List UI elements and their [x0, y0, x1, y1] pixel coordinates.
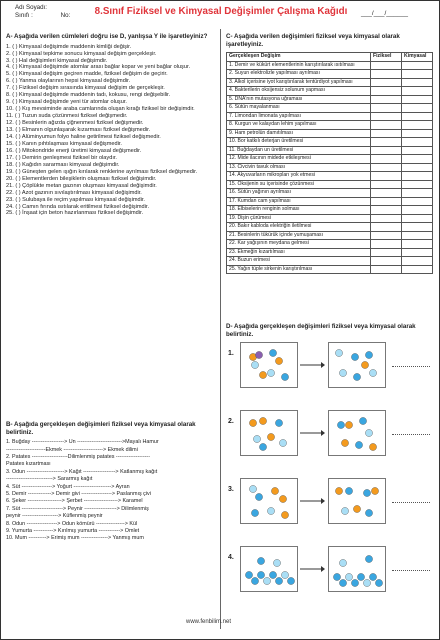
atom-particle — [339, 370, 346, 377]
diagram-number: 1. — [228, 350, 234, 358]
change-cell: 2. Suyun elektrolizle yapılması ayrılması — [227, 70, 371, 79]
atom-particle — [259, 372, 266, 379]
statement-item: 5. ( ) Kimyasal değişim geçiren madde, fiziksel değişim de geçirir. — [6, 71, 168, 78]
atom-particle — [363, 490, 370, 497]
after-particle-box — [328, 342, 386, 388]
physical-answer-cell[interactable] — [371, 146, 402, 155]
atom-particle — [255, 494, 262, 501]
change-chain-line: Patates kızartması — [6, 461, 51, 468]
chemical-answer-cell[interactable] — [402, 129, 433, 138]
change-cell: 25. Yağın tüple sirkenin karıştırılması — [227, 265, 371, 274]
atom-particle — [255, 352, 262, 359]
statement-item: 6. ( ) Yanma olaylarının hepsi kimyasal değişimdir. — [6, 78, 131, 85]
change-chain-line: 7. Süt -----------------------> Peynir ------------------> Dilimlenmiş — [6, 505, 149, 512]
atom-particle — [281, 572, 288, 579]
site-url: www.fenbilim.net — [186, 619, 232, 625]
date-field: ___/___/______ — [361, 10, 408, 17]
statement-item: 1. ( ) Kimyasal değişimde maddenin kimliği değişir. — [6, 43, 132, 50]
chemical-answer-cell[interactable] — [402, 265, 433, 274]
statement-item: 16. ( ) Mitokondride enerji üretimi kimyasal değişmedir. — [6, 147, 142, 154]
change-cell: 19. Dişin çürümesi — [227, 214, 371, 223]
arrow-right-icon — [299, 564, 326, 574]
physical-answer-cell[interactable] — [371, 121, 402, 130]
physical-answer-cell[interactable] — [371, 61, 402, 70]
change-chain-line: 1. Buğday ------------------> Un ------------------------->Mayalı Hamur — [6, 439, 159, 446]
col-change-header: Gerçekleşen Değişim — [227, 53, 371, 62]
atom-particle — [369, 574, 376, 581]
table-row — [227, 189, 433, 198]
class-label: Sınıfı : — [15, 12, 33, 19]
after-particle-box — [328, 478, 386, 524]
atom-particle — [251, 362, 258, 369]
diagram-row — [226, 410, 433, 468]
particle-diagram — [329, 411, 385, 455]
atom-particle — [251, 578, 258, 585]
before-particle-box — [240, 478, 298, 524]
physical-answer-cell[interactable] — [371, 206, 402, 215]
physical-answer-cell[interactable] — [371, 104, 402, 113]
atom-particle — [365, 510, 372, 517]
physical-answer-cell[interactable] — [371, 214, 402, 223]
table-row — [227, 121, 433, 130]
chemical-answer-cell[interactable] — [402, 231, 433, 240]
atom-particle — [339, 580, 346, 587]
change-cell: 17. Kumdan cam yapılması — [227, 197, 371, 206]
atom-particle — [353, 374, 360, 381]
physical-answer-cell[interactable] — [371, 129, 402, 138]
atom-particle — [253, 436, 260, 443]
atom-particle — [341, 440, 348, 447]
change-cell: 16. Sütün yağının ayrılması — [227, 189, 371, 198]
table-row — [227, 95, 433, 104]
physical-answer-cell[interactable] — [371, 70, 402, 79]
statement-item: 10. ( ) Kış mevsiminde araba camlarında oluşan kırağı fiziksel bir değişimdir. — [6, 106, 195, 113]
atom-particle — [257, 558, 264, 565]
arrow-right-icon — [299, 428, 326, 438]
atom-particle — [271, 488, 278, 495]
chemical-answer-cell[interactable] — [402, 138, 433, 147]
table-row — [227, 214, 433, 223]
table-row — [227, 172, 433, 181]
table-row — [227, 206, 433, 215]
atom-particle — [259, 418, 266, 425]
column-divider — [220, 29, 221, 629]
change-chain-line: 4. Süt -----------------> Yoğurt ---------------------> Ayran — [6, 483, 130, 490]
physical-answer-cell[interactable] — [371, 197, 402, 206]
statement-item: 9. ( ) Kimyasal değişimde yeni tür atomlar oluşur. — [6, 99, 127, 106]
atom-particle — [275, 578, 282, 585]
physical-answer-cell[interactable] — [371, 172, 402, 181]
chemical-answer-cell[interactable] — [402, 206, 433, 215]
statement-item: 23. ( ) Sulubaya ile reçim yapılması kimyasal değişimdir. — [6, 196, 145, 203]
chemical-answer-cell[interactable] — [402, 61, 433, 70]
atom-particle — [259, 444, 266, 451]
atom-particle — [371, 488, 378, 495]
change-cell: 13. Civcivin tavuk olması — [227, 163, 371, 172]
atom-particle — [353, 506, 360, 513]
atom-particle — [251, 510, 258, 517]
table-row — [227, 112, 433, 121]
table-row — [227, 138, 433, 147]
change-cell: 12. Mide ilacının midede etkileşmesi — [227, 155, 371, 164]
atom-particle — [337, 422, 344, 429]
before-particle-box — [240, 546, 298, 592]
atom-particle — [341, 508, 348, 515]
physical-answer-cell[interactable] — [371, 231, 402, 240]
atom-particle — [249, 420, 256, 427]
change-cell: 6. Sütün mayalanması — [227, 104, 371, 113]
change-chain-line: --------------------------> Sararmış kağıt — [6, 476, 93, 483]
after-particle-box — [328, 546, 386, 592]
change-cell: 14. Akyuvarların mikropları yok etmesi — [227, 172, 371, 181]
table-row — [227, 61, 433, 70]
change-cell: 20. Bakır kabloda elektriğin iletilmesi — [227, 223, 371, 232]
atom-particle — [355, 442, 362, 449]
statement-item: 21. ( ) Çöplükte metan gazının oluşması kimyasal değişimdir. — [6, 182, 157, 189]
chemical-answer-cell[interactable] — [402, 146, 433, 155]
table-row — [227, 180, 433, 189]
diagram-row — [226, 546, 433, 604]
change-cell: 22. Kar yağışının meydana gelmesi — [227, 240, 371, 249]
answer-line[interactable] — [392, 366, 430, 367]
atom-particle — [345, 422, 352, 429]
section-b-list — [6, 439, 215, 543]
statement-item: 19. ( ) Güneşten gelen ışığın kırılarak renklerine ayrılması fiziksel değişmedir. — [6, 168, 198, 175]
chemical-answer-cell[interactable] — [402, 155, 433, 164]
statement-item: 24. ( ) Camın fırında ısıtılarak eritilmesi fiziksel değişimdir. — [6, 203, 149, 210]
statement-item: 11. ( ) Tuzun suda çözünmesi fiziksel değişmedir. — [6, 113, 128, 120]
particle-diagram — [329, 343, 385, 387]
chemical-answer-cell[interactable] — [402, 163, 433, 172]
change-chain-line: 10. Mum ----------> Erimiş mum ---------------> Yanmış mum — [6, 535, 144, 542]
statement-item: 15. ( ) Kanın pıhtılaşması kimyasal değişmedir. — [6, 140, 122, 147]
change-cell: 23. Ekmeğin kızartılması — [227, 248, 371, 257]
statement-item: 17. ( ) Demirin genleşmesi fiziksel bir olaydır. — [6, 154, 117, 161]
change-chain-line: peynir --------------------> Küflenmiş peynir — [6, 513, 103, 520]
atom-particle — [273, 560, 280, 567]
table-row — [227, 231, 433, 240]
section-a-list — [6, 44, 215, 218]
chemical-answer-cell[interactable] — [402, 257, 433, 266]
table-row — [227, 155, 433, 164]
section-b-heading: B- Aşağıda gerçekleşen değişimleri fiziksel veya kimyasal olarak belirtiniz. — [6, 421, 196, 436]
statement-item: 8. ( ) Kimyasal değişimde maddenin tadı, kokusu, rengi değişebilir. — [6, 92, 171, 99]
chemical-answer-cell[interactable] — [402, 172, 433, 181]
atom-particle — [345, 488, 352, 495]
table-row — [227, 240, 433, 249]
change-cell: 15. Oksijenin su içerisinde çözünmesi — [227, 180, 371, 189]
atom-particle — [351, 354, 358, 361]
chemical-answer-cell[interactable] — [402, 189, 433, 198]
change-chain-line: 2. Patates --------------------Dilimlenmiş patates ------------------- — [6, 454, 151, 460]
change-cell: 5. DNA'nın mutasyona uğraması — [227, 95, 371, 104]
section-a — [6, 33, 215, 217]
atom-particle — [281, 374, 288, 381]
physical-answer-cell[interactable] — [371, 163, 402, 172]
change-cell: 21. Besinlerin tükürük içinde yumuşaması — [227, 231, 371, 240]
atom-particle — [267, 508, 274, 515]
section-c-heading: C- Aşağıda verilen değişimleri fiziksel veya kimyasal olarak işaretleyiniz. — [226, 33, 400, 48]
physical-answer-cell[interactable] — [371, 87, 402, 96]
particle-diagram — [329, 547, 385, 591]
physical-answer-cell[interactable] — [371, 240, 402, 249]
chemical-answer-cell[interactable] — [402, 112, 433, 121]
atom-particle — [257, 572, 264, 579]
answer-line[interactable] — [392, 434, 430, 435]
table-row — [227, 104, 433, 113]
physical-answer-cell[interactable] — [371, 189, 402, 198]
change-chain-line: 8. Odun -----------------> Odun kömürü ----------------> Kül — [6, 520, 138, 527]
chemical-answer-cell[interactable] — [402, 248, 433, 257]
change-chain-line: 6. Şeker -------------------> Şerbet -------------------> Karamel — [6, 498, 143, 505]
section-d — [226, 323, 433, 632]
atom-particle — [269, 350, 276, 357]
chemical-answer-cell[interactable] — [402, 223, 433, 232]
atom-particle — [369, 370, 376, 377]
before-particle-box — [240, 410, 298, 456]
atom-particle — [363, 580, 370, 587]
table-row — [227, 197, 433, 206]
change-cell: 10. Bor katkılı deterjan üretilmesi — [227, 138, 371, 147]
table-row — [227, 223, 433, 232]
change-cell: 9. Ham petrolün damıtılması — [227, 129, 371, 138]
particle-diagram — [241, 343, 297, 387]
atom-particle — [263, 578, 270, 585]
atom-particle — [279, 496, 286, 503]
statement-item: 13. ( ) Elmanın olgunlaşarak kızarması fiziksel değişmedir. — [6, 127, 151, 134]
chemical-answer-cell[interactable] — [402, 121, 433, 130]
atom-particle — [269, 572, 276, 579]
statement-item: 2. ( ) Kimyasal tepkime sonucu kimyasal değişim gerçekleşir. — [6, 50, 157, 57]
atom-particle — [281, 512, 288, 519]
physical-answer-cell[interactable] — [371, 223, 402, 232]
atom-particle — [267, 370, 274, 377]
particle-diagram — [241, 547, 297, 591]
change-cell: 24. Buzun erimesi — [227, 257, 371, 266]
atom-particle — [279, 440, 286, 447]
particle-diagram — [241, 479, 297, 523]
change-chain-line: 9. Yumurta -----------> Kırılmış yumurta ------------> Omlet — [6, 528, 140, 535]
table-row — [227, 78, 433, 87]
after-particle-box — [328, 410, 386, 456]
chemical-answer-cell[interactable] — [402, 104, 433, 113]
answer-line[interactable] — [392, 502, 430, 503]
atom-particle — [365, 352, 372, 359]
col-physical-header: Fiziksel — [371, 53, 402, 62]
statement-item: 3. ( ) Hal değişimleri kimyasal değişimdir. — [6, 57, 108, 64]
table-row — [227, 257, 433, 266]
table-header-row — [227, 53, 433, 62]
atom-particle — [365, 430, 372, 437]
statement-item: 14. ( ) Alüminyumun folyo haline getirilmesi fiziksel değişmedir. — [6, 133, 161, 140]
chemical-answer-cell[interactable] — [402, 240, 433, 249]
physical-answer-cell[interactable] — [371, 257, 402, 266]
diagram-number: 3. — [228, 486, 234, 494]
col-chemical-header: Kimyasal — [402, 53, 433, 62]
particle-diagram — [329, 479, 385, 523]
atom-particle — [249, 486, 256, 493]
statement-item: 20. ( ) Elementlerden bileşiklerin oluşması fiziksel değişimdir. — [6, 175, 157, 182]
change-cell: 1. Demir ve kükürt elementlerinin karıştırılarak ısıtılması — [227, 61, 371, 70]
atom-particle — [365, 556, 372, 563]
chemical-answer-cell[interactable] — [402, 87, 433, 96]
atom-particle — [335, 350, 342, 357]
arrow-right-icon — [299, 496, 326, 506]
atom-particle — [245, 572, 252, 579]
atom-particle — [357, 574, 364, 581]
atom-particle — [361, 362, 368, 369]
atom-particle — [267, 434, 274, 441]
physical-answer-cell[interactable] — [371, 138, 402, 147]
atom-particle — [345, 574, 352, 581]
table-row — [227, 163, 433, 172]
atom-particle — [359, 418, 366, 425]
table-row — [227, 129, 433, 138]
diagram-number: 4. — [228, 554, 234, 562]
chemical-answer-cell[interactable] — [402, 180, 433, 189]
atom-particle — [369, 444, 376, 451]
table-row — [227, 87, 433, 96]
chemical-answer-cell[interactable] — [402, 95, 433, 104]
answer-line[interactable] — [392, 570, 430, 571]
atom-particle — [275, 420, 282, 427]
change-chain-line: ----------------------Ekmek ----------------------> Ekmek dilimi — [6, 446, 138, 453]
physical-answer-cell[interactable] — [371, 78, 402, 87]
section-b — [6, 421, 215, 543]
diagram-number: 2. — [228, 418, 234, 426]
section-d-heading: D- Aşağıda gerçekleşen değişimleri fiziksel veya kimyasal olarak belirtiniz. — [226, 323, 416, 338]
chemical-answer-cell[interactable] — [402, 78, 433, 87]
change-cell: 8. Kurgun ve kalaydan lehim yapılması — [227, 121, 371, 130]
particle-diagram — [241, 411, 297, 455]
chemical-answer-cell[interactable] — [402, 214, 433, 223]
physical-answer-cell[interactable] — [371, 180, 402, 189]
table-row — [227, 146, 433, 155]
section-c — [226, 33, 433, 274]
no-label: No: — [60, 12, 71, 19]
atom-particle — [275, 358, 282, 365]
atom-particle — [333, 574, 340, 581]
page-title: 8.Sınıf Fiziksel ve Kimyasal Değişimler Çalışma Kağıdı — [94, 6, 348, 17]
atom-particle — [339, 560, 346, 567]
atom-particle — [375, 580, 382, 587]
physical-answer-cell[interactable] — [371, 95, 402, 104]
arrow-right-icon — [299, 360, 326, 370]
statement-item: 18. ( ) Kağıdın sararması kimyasal değişimdir. — [6, 161, 120, 168]
change-chain-line: 3. Odun ---------------------> Kağıt ------------------> Katlanmış kağıt — [6, 468, 158, 475]
chemical-answer-cell[interactable] — [402, 70, 433, 79]
table-row — [227, 70, 433, 79]
table-row — [227, 265, 433, 274]
change-cell: 4. Bakterilerin oksijensiz solunum yapması — [227, 87, 371, 96]
statement-item: 25. ( ) İnşaat için beton hazırlanması fiziksel değişimdir. — [6, 210, 144, 217]
change-cell: 3. Alkol içerisine iyot karıştırılarak tentürdiyot yapılması — [227, 78, 371, 87]
physical-answer-cell[interactable] — [371, 155, 402, 164]
before-particle-box — [240, 342, 298, 388]
statement-item: 12. ( ) Besinlerin ağızda çiğnenmesi fiziksel değişmedir. — [6, 120, 144, 127]
atom-particle — [351, 580, 358, 587]
atom-particle — [335, 488, 342, 495]
chemical-answer-cell[interactable] — [402, 197, 433, 206]
change-table — [226, 52, 433, 274]
change-cell: 7. Limondan limonata yapılması — [227, 112, 371, 121]
statement-item: 22. ( ) Azot gazının sıvılaştırılması kimyasal değişimdir. — [6, 189, 142, 196]
table-row — [227, 248, 433, 257]
physical-answer-cell[interactable] — [371, 248, 402, 257]
change-chain-line: 5. Demir -------------> Demir givi -----------------> Paslanmış çivi — [6, 491, 151, 498]
change-cell: 11. Buğdaydan un üretilmesi — [227, 146, 371, 155]
physical-answer-cell[interactable] — [371, 265, 402, 274]
statement-item: 4. ( ) Kimyasal değişimde atomlar arası bağlar kopar ve yeni bağlar oluşur. — [6, 64, 191, 71]
physical-answer-cell[interactable] — [371, 112, 402, 121]
section-a-heading: A- Aşağıda verilen cümleleri doğru ise D, yanlışsa Y ile işaretleyiniz? — [6, 33, 208, 40]
atom-particle — [287, 578, 294, 585]
change-cell: 18. Elbiselerin renginin solması — [227, 206, 371, 215]
diagram-row — [226, 342, 433, 400]
diagram-row — [226, 478, 433, 536]
name-label: Adı Soyadı: — [15, 4, 47, 11]
statement-item: 7. ( ) Fiziksel değişim sırasında kimyasal değişim de gerçekleşir. — [6, 85, 165, 92]
